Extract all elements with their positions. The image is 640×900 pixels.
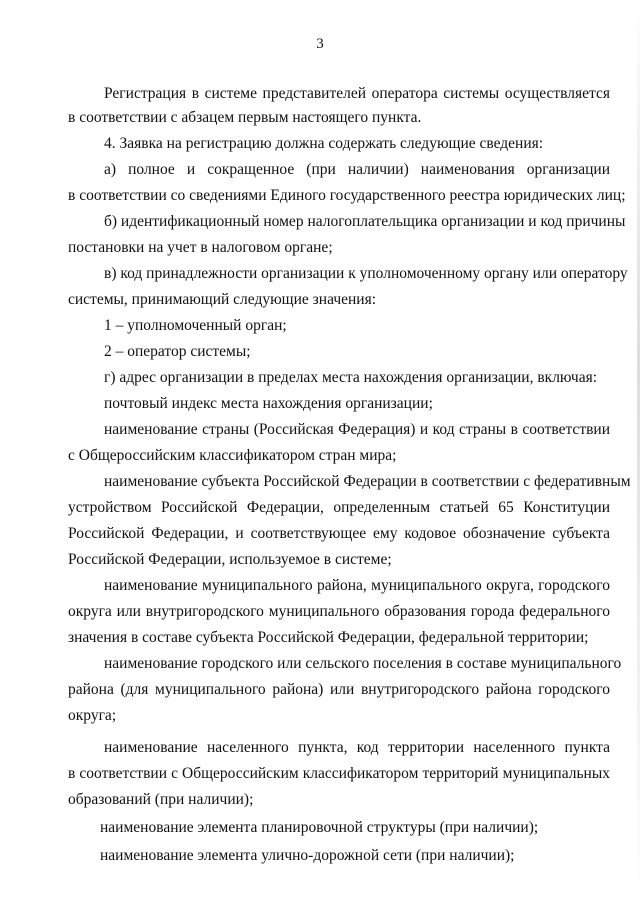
page-number: 3 bbox=[316, 36, 324, 52]
